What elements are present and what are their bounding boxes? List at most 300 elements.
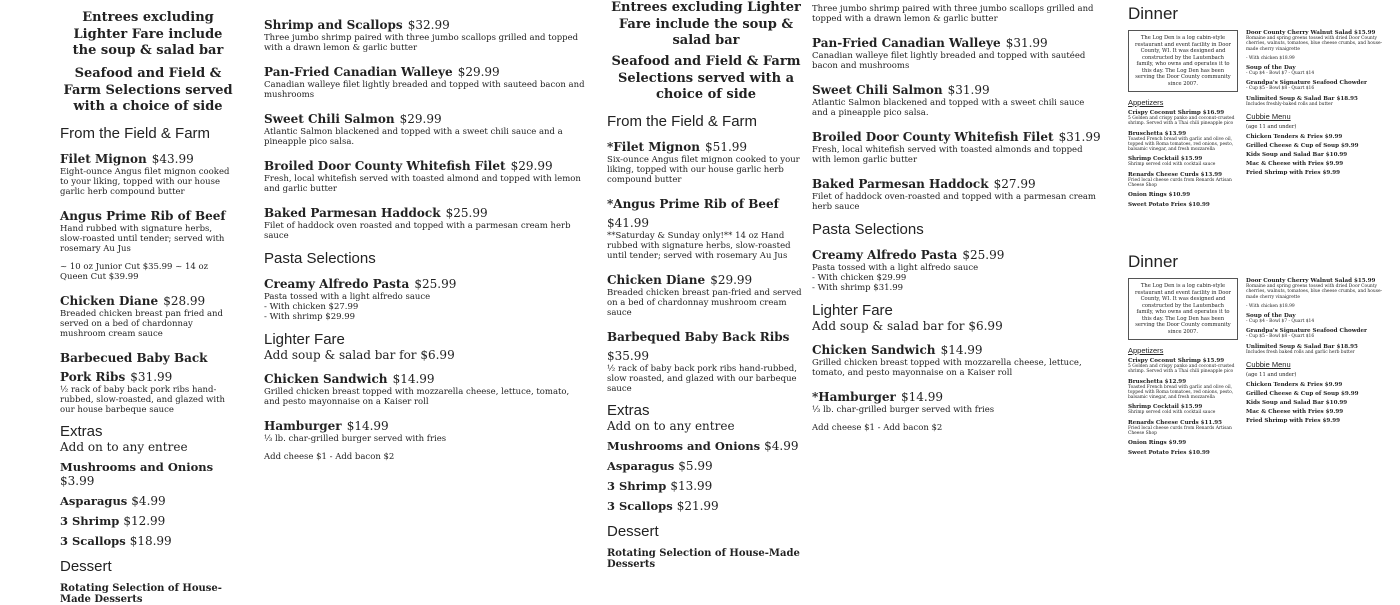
item-name: Sweet Potato Fries [1128, 450, 1187, 457]
item-name: Creamy Alfredo Pasta [812, 248, 958, 263]
item-description: ½ rack of baby back pork ribs hand-rubbed, slow roasted, and glazed with our barbeque sauce [607, 363, 797, 394]
item-header [264, 202, 585, 221]
item-name: Renards Cheese Curds [1128, 171, 1199, 178]
kids-item [1246, 400, 1392, 406]
item-name: Mac & Cheese with Fries [1246, 160, 1324, 167]
kids-item [1246, 418, 1392, 424]
item-price: $9.99 [1325, 160, 1344, 167]
item-price: $14.99 [900, 390, 943, 405]
item-price: $29.99 [710, 272, 753, 287]
menu-item [1246, 30, 1392, 52]
item-header [607, 326, 805, 364]
item-header [264, 14, 585, 33]
kids-item [1246, 391, 1392, 397]
item-name: Chicken Sandwich [264, 372, 388, 387]
item-price: $10.99 [1188, 202, 1210, 209]
item-description: Hand rubbed with signature herbs, slow-roasted until tender; served with rosemary Au Jus [60, 223, 225, 254]
item-name: Onion Rings [1128, 440, 1167, 447]
item-name: Bruschetta [1128, 378, 1163, 385]
item-name: Grilled Cheese & Cup of Soup [1246, 390, 1340, 397]
menu-item [264, 155, 585, 194]
item-price: $18.95 [1336, 95, 1358, 102]
extra-item [607, 439, 805, 453]
item-description: Eight-ounce Angus filet mignon cooked to your liking, topped with our house garlic herb compound butter [60, 166, 230, 197]
item-name: Shrimp and Scallops [264, 18, 403, 32]
extra-price: $18.99 [129, 533, 172, 548]
menu-item [1246, 344, 1392, 355]
cubbie-menu-subtitle: (age 11 and under) [1246, 371, 1297, 378]
item-name: Pan-Fried Canadian Walleye [264, 65, 453, 80]
item-price: $9.99 [1340, 390, 1359, 397]
item-name: Soup of the Day [1246, 313, 1296, 320]
item-name: Barbequed Baby Back Ribs [607, 329, 790, 344]
item-name: Fried Shrimp with Fries [1246, 417, 1321, 424]
item-description: Toasted French bread with garlic and olive oil, topped with Roma tomatoes, red onions, pesto, balsamic vinegar, and fresh mozzarella [1128, 384, 1234, 401]
item-price: $41.99 [607, 215, 649, 230]
item-name: Chicken Diane [607, 272, 706, 287]
item-description: Romaine and spring greens tossed with dried Door County cherries, walnuts, tomatoes, blue cheese crumbs, and house-made cherry vinaigrette [1246, 36, 1383, 52]
appetizer-item [1128, 404, 1238, 415]
item-price: $14.99 [346, 419, 389, 434]
dessert-subtitle: Rotating Selection of House-Made Desserts [60, 582, 222, 605]
item-description: ⅓ lb. char-grilled burger served with fries [264, 434, 447, 445]
dinner-title: Dinner [1128, 4, 1179, 23]
item-price: $10.99 [1325, 399, 1348, 406]
item-header [60, 148, 236, 167]
item-name: *Angus Prime Rib of Beef [607, 196, 779, 211]
menu-item [60, 262, 236, 282]
item-price: $14.99 [392, 372, 435, 387]
extra-item [607, 479, 805, 493]
item-header [1128, 192, 1238, 198]
extra-item [607, 459, 805, 473]
item-description: Fried local cheese curds from Renards Artisan Cheese Shop [1128, 425, 1232, 436]
item-price: $35.99 [607, 348, 649, 363]
item-price: $29.99 [457, 65, 500, 80]
item-description: Fresh, local whitefish served with toasted almond and topped with lemon and garlic butter [264, 174, 581, 195]
item-price: $32.99 [407, 18, 450, 32]
item-name: Crispy Coconut Shrimp [1128, 358, 1201, 364]
menu-page-1-left [0, 0, 248, 605]
extra-item [60, 494, 236, 508]
item-price: $9.99 [1168, 440, 1187, 447]
item-name: Chicken Tenders & Fries [1246, 133, 1323, 140]
item-name: Onion Rings [1128, 192, 1167, 199]
item-header [60, 205, 236, 224]
item-price: $31.99 [1005, 36, 1048, 51]
dessert-title: Dessert [607, 522, 659, 540]
sides-note: Seafood and Field & Farm Selections served with a choice of side [611, 53, 801, 103]
item-name: Sweet Chili Salmon [812, 83, 943, 98]
item-price: $18.95 [1336, 343, 1358, 350]
item-name: *Hamburger [812, 390, 896, 405]
item-price: $15.99 [1353, 30, 1376, 36]
item-description: - Cup $5 - Bowl $8 - Quart $16 [1246, 86, 1315, 92]
menu-item [1246, 328, 1392, 339]
extra-price: $13.99 [670, 478, 713, 493]
item-name: Broiled Door County Whitefish Filet [812, 130, 1054, 145]
kids-item [1246, 152, 1392, 158]
extra-name: Asparagus [60, 493, 128, 508]
item-price: $9.99 [1324, 133, 1343, 140]
extras-title: Extras [60, 422, 103, 440]
dinner-left-column [1128, 30, 1238, 212]
dinner-left-column [1128, 278, 1238, 460]
extra-name: Mushrooms and Onions [60, 459, 214, 474]
item-price: $9.99 [1322, 169, 1340, 176]
extra-name: Asparagus [607, 458, 675, 473]
menu-item [60, 148, 236, 197]
menu-item [264, 61, 585, 100]
sides-note: Seafood and Field & Farm Selections served with a choice of side [63, 65, 233, 115]
menu-item [264, 415, 585, 444]
pasta-option: - With shrimp $31.99 [812, 283, 904, 294]
extra-item [60, 534, 236, 548]
item-header [607, 136, 805, 155]
kids-item [1246, 382, 1392, 388]
item-price: $14.99 [940, 343, 983, 358]
item-header [264, 61, 585, 80]
item-name: Broiled Door County Whitefish Filet [264, 159, 506, 174]
lighter-fare-subtitle: Add soup & salad bar for $6.99 [812, 319, 1003, 334]
item-name: Crispy Coconut Shrimp [1128, 110, 1201, 116]
item-description: Includes freshly-baked rolls and butter [1246, 101, 1333, 107]
item-name: Bruschetta [1128, 130, 1163, 137]
menu-item [60, 290, 236, 339]
kids-item [1246, 143, 1392, 149]
item-price: $29.99 [510, 159, 553, 174]
item-header [1128, 172, 1238, 178]
burger-addons: Add cheese $1 - Add bacon $2 [264, 452, 395, 463]
item-price: $11.95 [1200, 419, 1223, 426]
item-header [1128, 450, 1238, 456]
appetizer-item [1128, 420, 1238, 437]
menu-page-2-right [812, 0, 1112, 500]
item-price: $12.99 [1164, 378, 1187, 385]
extra-item [607, 499, 805, 513]
lighter-fare-subtitle: Add soup & salad bar for $6.99 [264, 348, 455, 363]
menu-page-1-right [250, 0, 595, 500]
item-header [60, 290, 236, 309]
extra-item [60, 514, 236, 528]
extras-subtitle: Add on to any entree [607, 418, 735, 433]
extra-name: Mushrooms and Onions [607, 438, 761, 453]
item-description: Canadian walleye filet lightly breaded and topped with sauteed bacon and mushrooms [264, 80, 585, 101]
entrees-note: Entrees excluding Lighter Fare include the soup & salad bar [72, 10, 224, 59]
extra-name: 3 Shrimp [607, 478, 667, 493]
appetizer-item [1128, 440, 1238, 446]
dinner-panel [1128, 4, 1392, 252]
item-name: Sweet Potato Fries [1128, 202, 1187, 209]
extra-name: 3 Scallops [60, 533, 126, 548]
pasta-option: - With chicken $27.99 [264, 302, 359, 313]
appetizer-item [1128, 192, 1238, 198]
dessert-subtitle: Rotating Selection of House-Made Desserts [607, 547, 800, 570]
item-price: $27.99 [993, 177, 1036, 192]
item-price: $15.99 [1353, 278, 1376, 284]
menu-item [1246, 56, 1392, 61]
item-description: Toasted French bread with garlic and olive oil, topped with Roma tomatoes, red onions, pesto, balsamic vinegar, and fresh mozzarella [1128, 136, 1234, 153]
dinner-columns [1128, 278, 1392, 460]
menu-item [264, 368, 585, 407]
item-name: Shrimp Cocktail [1128, 156, 1179, 163]
item-description: - Cup $5 - Bowl $8 - Quart $16 [1246, 334, 1315, 340]
extras-subtitle: Add on to any entree [60, 439, 188, 454]
about-box: The Log Den is a log cabin-style restaurant and event facility in Door County, WI. It was designed and constructed by the Lautenbach family, who owns and operates it to this day. The Log Den has been serving the Door County community since 2007. [1128, 30, 1238, 92]
kids-item [1246, 409, 1392, 415]
item-price: $28.99 [163, 293, 206, 308]
dinner-right-column [1246, 278, 1392, 460]
item-price: $15.99 [1180, 404, 1203, 411]
pasta-item [812, 244, 1102, 293]
item-header [60, 347, 236, 385]
item-description: ½ rack of baby back pork ribs hand-rubbed, slow-roasted, and glazed with our house barbeque sauce [60, 384, 225, 415]
item-price: $15.99 [1180, 156, 1203, 163]
appetizer-item [1128, 379, 1238, 401]
extra-price: $4.99 [764, 438, 799, 453]
appetizer-item [1128, 202, 1238, 208]
item-name: Kids Soup and Salad Bar [1246, 399, 1324, 406]
item-header [812, 386, 1102, 405]
menu-item [812, 339, 1102, 378]
item-price: $13.99 [1200, 171, 1223, 178]
menu-item [264, 14, 585, 53]
item-header [1128, 440, 1238, 446]
item-description: Canadian walleye filet lightly breaded and topped with sautéed bacon and mushrooms [812, 51, 1086, 72]
lighter-fare-title: Lighter Fare [812, 302, 893, 320]
cubbie-menu-title: Cubbie Menu [1246, 359, 1291, 369]
item-name: Baked Parmesan Haddock [812, 177, 989, 192]
item-description: ⅓ lb. char-grilled burger served with fries [812, 405, 995, 416]
item-header [264, 415, 585, 434]
item-description: Grilled chicken breast topped with mozzarella cheese, lettuce, tomato, and pesto mayonnaise on a Kaiser roll [264, 387, 570, 408]
item-name: Sweet Chili Salmon [264, 112, 395, 127]
kids-item [1246, 161, 1392, 167]
dessert-title: Dessert [60, 557, 112, 575]
menu-item [1246, 80, 1392, 91]
item-header [812, 173, 1102, 192]
item-name: Unlimited Soup & Salad Bar [1246, 343, 1335, 350]
appetizer-item [1128, 450, 1238, 456]
item-name: Chicken Sandwich [812, 343, 936, 358]
menu-item [607, 326, 805, 394]
item-price: $10.99 [1188, 450, 1210, 457]
kids-item [1246, 134, 1392, 140]
cubbie-menu-subtitle: (age 11 and under) [1246, 123, 1297, 130]
lighter-fare-title: Lighter Fare [264, 331, 345, 349]
item-name: Barbecued Baby Back Pork Ribs [60, 350, 208, 384]
item-name: Angus Prime Rib of Beef [60, 208, 226, 223]
item-header [264, 108, 585, 127]
item-price: $25.99 [962, 248, 1005, 263]
item-price: $51.99 [705, 139, 748, 154]
dinner-right-column [1246, 30, 1392, 212]
item-header [812, 79, 1102, 98]
item-name: Kids Soup and Salad Bar [1246, 151, 1324, 158]
item-description: 5 Golden and crispy panko and coconut-crusted shrimp. Served with a Thai chili pineapple pico [1128, 116, 1235, 127]
item-name: Renards Cheese Curds [1128, 419, 1199, 426]
item-description: Pasta tossed with a light alfredo sauce [264, 292, 431, 303]
item-description: Filet of haddock oven-roasted and topped with a parmesan cream herb sauce [812, 192, 1096, 213]
item-price: $31.99 [947, 83, 990, 98]
menu-item [1246, 313, 1392, 324]
item-description: ~ 10 oz Junior Cut $35.99 ~ 14 oz Queen Cut $39.99 [60, 261, 209, 282]
menu-item [812, 4, 1102, 24]
item-name: Chicken Diane [60, 293, 159, 308]
item-price: $25.99 [414, 277, 457, 292]
item-description: Fried local cheese curds from Renards Artisan Cheese Shop [1128, 177, 1232, 188]
item-price: $10.99 [1168, 192, 1191, 199]
appetizer-item [1128, 156, 1238, 167]
menu-item [812, 79, 1102, 118]
item-price: $43.99 [151, 151, 194, 166]
item-description: Atlantic Salmon blackened and topped with a sweet chili sauce and a pineapple pico salsa. [812, 98, 1085, 119]
item-description: Six-ounce Angus filet mignon cooked to your liking, topped with our house garlic herb compound butter [607, 154, 800, 185]
item-price: $13.99 [1164, 130, 1187, 137]
item-name: Grilled Cheese & Cup of Soup [1246, 142, 1340, 149]
item-header [264, 155, 585, 174]
dinner-title: Dinner [1128, 252, 1179, 271]
item-price: $9.99 [1325, 408, 1344, 415]
item-description: Three jumbo shrimp paired with three jumbo scallops grilled and topped with a drawn lemon & garlic butter [264, 33, 579, 54]
appetizer-item [1128, 131, 1238, 153]
extra-name: 3 Shrimp [60, 513, 120, 528]
dinner-menu-panels [1118, 0, 1400, 500]
item-name: Filet Mignon [60, 151, 147, 166]
item-name: Creamy Alfredo Pasta [264, 277, 410, 292]
item-description: - Cup $4 - Bowl $7 - Quart $14 [1246, 319, 1315, 325]
pasta-option: - With shrimp $29.99 [264, 312, 356, 323]
item-price: $9.99 [1322, 417, 1340, 424]
extra-item [60, 460, 236, 488]
menu-item [812, 173, 1102, 212]
item-name: Soup of the Day [1246, 65, 1296, 72]
menu-item [812, 386, 1102, 415]
extra-price: $4.99 [131, 493, 166, 508]
extra-price: $3.99 [60, 473, 95, 488]
item-description: Filet of haddock oven roasted and topped with a parmesan cream herb sauce [264, 221, 571, 242]
menu-item [60, 205, 236, 254]
item-description: Fresh, local whitefish served with toasted almonds and topped with lemon garlic butter [812, 145, 1083, 166]
item-description: Three jumbo shrimp paired with three jumbo scallops grilled and topped with a drawn lemon & garlic butter [812, 4, 1094, 25]
cubbie-menu-title: Cubbie Menu [1246, 111, 1291, 121]
extra-price: $5.99 [678, 458, 713, 473]
item-header [1128, 202, 1238, 208]
item-description: Grilled chicken breast topped with mozzarella cheese, lettuce, tomato, and pesto mayonnaise on a Kaiser roll [812, 358, 1082, 379]
extra-price: $21.99 [676, 498, 719, 513]
burger-addons: Add cheese $1 - Add bacon $2 [812, 423, 943, 434]
item-description: **Saturday & Sunday only!** 14 oz Hand rubbed with signature herbs, slow-roasted until tender; served with rosemary Au Jus [607, 230, 791, 261]
entrees-note: Entrees excluding Lighter Fare include the soup & salad bar [611, 0, 801, 49]
extras-title: Extras [607, 401, 650, 419]
item-header [607, 193, 805, 231]
kids-item [1246, 170, 1392, 176]
item-header [607, 269, 805, 288]
item-name: Door County Cherry Walnut Salad [1246, 278, 1353, 284]
about-box: The Log Den is a log cabin-style restaurant and event facility in Door County, WI. It was designed and constructed by the Lautenbach family, who owns and operates it to this day. The Log Den has been serving the Door County community since 2007. [1128, 278, 1238, 340]
item-description: Breaded chicken breast pan-fried and served on a bed of chardonnay mushroom cream sauce [607, 287, 802, 318]
menu-item [1246, 278, 1392, 300]
item-description: Shrimp served cold with cocktail sauce [1128, 410, 1216, 416]
item-price: $31.99 [1058, 130, 1101, 145]
dinner-columns [1128, 30, 1392, 212]
item-name: Unlimited Soup & Salad Bar [1246, 95, 1335, 102]
item-header [264, 368, 585, 387]
item-header [812, 126, 1102, 145]
item-name: Hamburger [264, 419, 342, 434]
extra-price: $12.99 [123, 513, 166, 528]
menu-item [264, 108, 585, 147]
dinner-panel [1128, 252, 1392, 500]
item-name: Shrimp Cocktail [1128, 404, 1179, 411]
menu-item [1246, 65, 1392, 76]
item-description: Atlantic Salmon blackened and topped with a sweet chili sauce and a pineapple pico salsa. [264, 127, 563, 148]
item-price: $29.99 [399, 112, 442, 127]
item-name: Fried Shrimp with Fries [1246, 169, 1321, 176]
item-description: - Cup $4 - Bowl $7 - Quart $14 [1246, 71, 1315, 77]
item-description: Pasta tossed with a light alfredo sauce [812, 263, 979, 274]
appetizer-item [1128, 110, 1238, 127]
item-name: Grandpa's Signature Seafood Chowder [1246, 80, 1367, 87]
pasta-item [264, 273, 585, 322]
section-title: From the Field & Farm [607, 112, 758, 130]
item-description: - With chicken $18.99 [1246, 303, 1295, 309]
pasta-section-title: Pasta Selections [812, 221, 924, 239]
pasta-section-title: Pasta Selections [264, 250, 376, 268]
item-name: Pan-Fried Canadian Walleye [812, 36, 1001, 51]
item-price: $10.99 [1325, 151, 1348, 158]
appetizer-item [1128, 172, 1238, 189]
menu-item [812, 126, 1102, 165]
section-title: From the Field & Farm [60, 124, 211, 142]
item-price: $31.99 [130, 369, 173, 384]
item-price: $25.99 [445, 206, 488, 221]
item-price: $9.99 [1340, 142, 1359, 149]
item-header [812, 32, 1102, 51]
item-description: Includes fresh baked rolls and garlic herb butter [1246, 349, 1355, 355]
item-name: Baked Parmesan Haddock [264, 206, 441, 221]
menu-item [812, 32, 1102, 71]
appetizers-title: Appetizers [1128, 98, 1164, 107]
menu-item [607, 193, 805, 261]
item-header [1128, 420, 1238, 426]
item-price: $9.99 [1324, 381, 1343, 388]
item-name: Door County Cherry Walnut Salad [1246, 30, 1353, 36]
item-name: *Filet Mignon [607, 139, 700, 154]
menu-item [1246, 96, 1392, 107]
pasta-option: - With chicken $29.99 [812, 273, 907, 284]
item-name: Grandpa's Signature Seafood Chowder [1246, 328, 1367, 335]
item-description: Romaine and spring greens tossed with dried Door County cherries, walnuts, tomatoes, blue cheese crumbs, and house-made cherry vinaigrette [1246, 284, 1383, 300]
item-description: Shrimp served cold with cocktail sauce [1128, 162, 1216, 168]
item-description: 5 Golden and crispy panko and coconut-crusted shrimp. Served with a Thai chili pineapple pico [1128, 364, 1235, 375]
menu-item [1246, 304, 1392, 309]
item-name: Chicken Tenders & Fries [1246, 381, 1323, 388]
extra-name: 3 Scallops [607, 498, 673, 513]
item-description: - With chicken $18.99 [1246, 55, 1295, 61]
menu-item [60, 347, 236, 415]
appetizers-title: Appetizers [1128, 346, 1164, 355]
item-price: $15.99 [1202, 358, 1225, 364]
menu-page-2-left [598, 0, 811, 570]
item-description: Breaded chicken breast pan fried and served on a bed of chardonnay mushroom cream sauce [60, 308, 223, 339]
menu-item [607, 136, 805, 185]
item-name: Mac & Cheese with Fries [1246, 408, 1324, 415]
item-header [812, 339, 1102, 358]
item-price: $16.99 [1202, 110, 1225, 116]
menu-item [264, 202, 585, 241]
menu-item [607, 269, 805, 318]
